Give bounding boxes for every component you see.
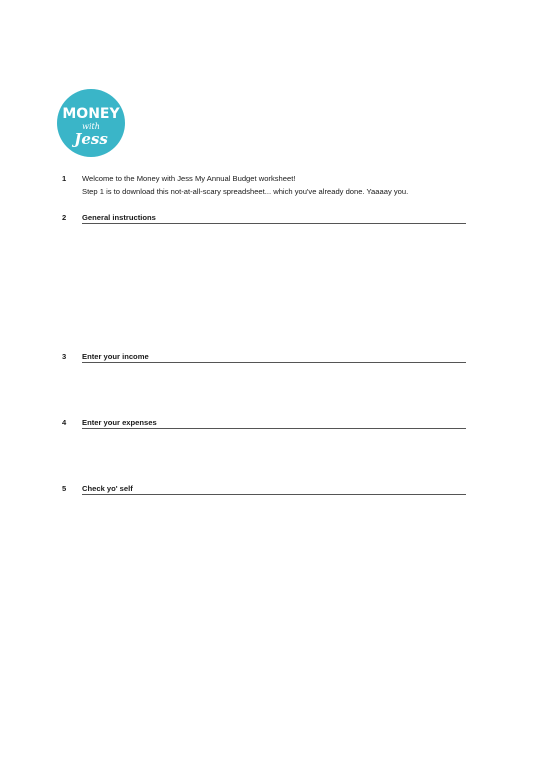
logo-money-text: MONEY (62, 106, 120, 122)
welcome-line-1: Welcome to the Money with Jess My Annual Budget worksheet! (82, 174, 296, 183)
welcome-line-2: Step 1 is to download this not-at-all-scary spreadsheet... which you've already done. Yaaaay you. (82, 187, 409, 196)
section-heading-text: General instructions (82, 213, 156, 222)
logo-with-text: with (82, 122, 100, 131)
logo-jess-text: Jess (74, 130, 108, 148)
section-heading (82, 213, 466, 224)
section-heading (82, 484, 466, 495)
money-with-jess-logo (56, 88, 126, 158)
section-number: 5 (62, 484, 67, 493)
section-heading (82, 352, 466, 363)
section-number: 1 (62, 174, 67, 183)
section-number: 2 (62, 213, 67, 222)
section-heading (82, 418, 466, 429)
section-number: 3 (62, 352, 67, 361)
section-heading-text: Check yo' self (82, 484, 133, 493)
section-number: 4 (62, 418, 67, 427)
section-heading-text: Enter your expenses (82, 418, 157, 427)
section-heading-text: Enter your income (82, 352, 149, 361)
